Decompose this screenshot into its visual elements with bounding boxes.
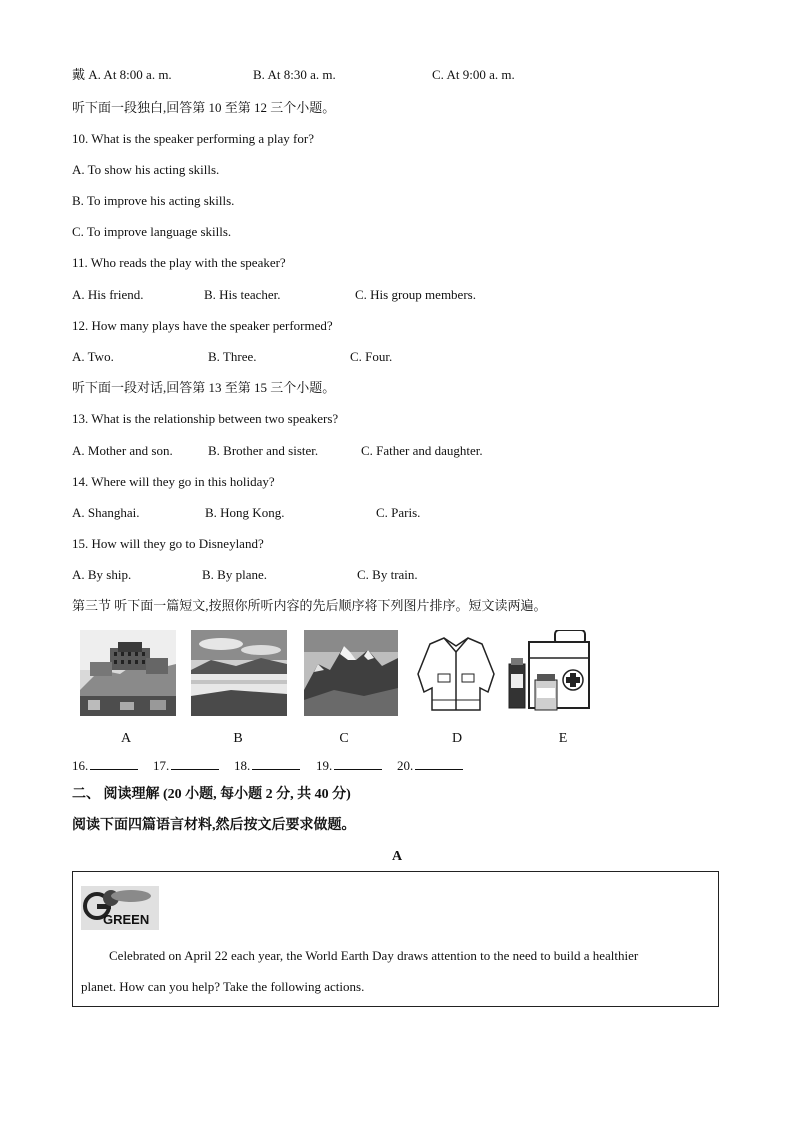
answer-blank-19[interactable] — [316, 757, 382, 774]
q13-stem: 13. What is the relationship between two speakers? — [72, 411, 339, 426]
answer-blank-20-label: 20. — [397, 758, 414, 773]
q10-option-c: C. To improve language skills. — [72, 224, 232, 239]
logo-text: GREEN — [103, 912, 150, 927]
answer-line — [90, 757, 138, 770]
picture-label-e: E — [558, 731, 568, 746]
answer-blank-16-label: 16. — [72, 758, 89, 773]
answer-blank-19-label: 19. — [316, 758, 333, 773]
answer-blank-18[interactable] — [234, 757, 300, 774]
section3-instruction: 第三节 听下面一篇短文,按照你所听内容的先后顺序将下列图片排序。短文读两遍。 — [72, 598, 547, 613]
answer-line — [415, 757, 463, 770]
q12-stem: 12. How many plays have the speaker performed? — [72, 318, 333, 333]
q10-stem: 10. What is the speaker performing a play for? — [72, 131, 314, 146]
q10-option-b: B. To improve his acting skills. — [72, 193, 235, 208]
q11-stem: 11. Who reads the play with the speaker? — [72, 255, 286, 270]
answer-blank-20[interactable] — [397, 757, 463, 774]
q12-option-b: B. Three. — [208, 349, 257, 364]
picture-label-b: B — [233, 731, 243, 746]
q14-option-b: B. Hong Kong. — [205, 505, 285, 520]
q13-option-a: A. Mother and son. — [72, 443, 173, 458]
picture-label-d: D — [451, 731, 463, 746]
go-green-logo — [81, 886, 159, 930]
q9-option-a-text: A. At 8:00 a. m. — [88, 67, 172, 82]
part2-title: 二、 阅读理解 (20 小题, 每小题 2 分, 共 40 分) — [72, 787, 351, 802]
answer-blank-16[interactable] — [72, 757, 138, 774]
q9-prefix: 戴 — [72, 67, 86, 82]
q15-stem: 15. How will they go to Disneyland? — [72, 536, 264, 551]
q15-option-c: C. By train. — [357, 567, 418, 582]
answer-blank-17[interactable] — [153, 757, 219, 774]
answer-blank-17-label: 17. — [153, 758, 170, 773]
q15-option-b: B. By plane. — [202, 567, 267, 582]
q10-option-a: A. To show his acting skills. — [72, 162, 220, 177]
q14-option-a: A. Shanghai. — [72, 505, 140, 520]
q9-option-c: C. At 9:00 a. m. — [432, 67, 515, 82]
q9-option-b: B. At 8:30 a. m. — [253, 67, 336, 82]
q11-option-b: B. His teacher. — [204, 287, 281, 302]
q12-option-c: C. Four. — [350, 349, 393, 364]
q14-stem: 14. Where will they go in this holiday? — [72, 474, 275, 489]
answer-line — [252, 757, 300, 770]
q11-option-c: C. His group members. — [355, 287, 476, 302]
passage-a-line-2: planet. How can you help? Take the following actions. — [81, 979, 365, 994]
instruction-monologue: 听下面一段独白,回答第 10 至第 12 三个小题。 — [72, 100, 336, 115]
q9-option-a — [72, 67, 172, 83]
answer-line — [334, 757, 382, 770]
q12-option-a: A. Two. — [72, 349, 114, 364]
passage-a-label: A — [391, 849, 403, 864]
picture-d-jacket — [410, 630, 502, 716]
picture-c-mountains — [304, 630, 398, 716]
part2-instruction: 阅读下面四篇语言材料,然后按文后要求做题。 — [72, 818, 356, 833]
passage-a-line-1: Celebrated on April 22 each year, the World Earth Day draws attention to the need to build a healthier — [109, 948, 639, 963]
q11-option-a: A. His friend. — [72, 287, 144, 302]
picture-b-lake — [191, 630, 287, 716]
answer-blank-18-label: 18. — [234, 758, 251, 773]
answer-line — [171, 757, 219, 770]
picture-e-first-aid-kit — [505, 630, 595, 716]
q15-option-a: A. By ship. — [72, 567, 132, 582]
q13-option-b: B. Brother and sister. — [208, 443, 319, 458]
picture-label-c: C — [339, 731, 349, 746]
picture-label-a: A — [120, 731, 132, 746]
q14-option-c: C. Paris. — [376, 505, 421, 520]
instruction-dialogue: 听下面一段对话,回答第 13 至第 15 三个小题。 — [72, 380, 336, 395]
q13-option-c: C. Father and daughter. — [361, 443, 483, 458]
picture-a-palace — [80, 630, 176, 716]
passage-a-box — [72, 871, 719, 1007]
